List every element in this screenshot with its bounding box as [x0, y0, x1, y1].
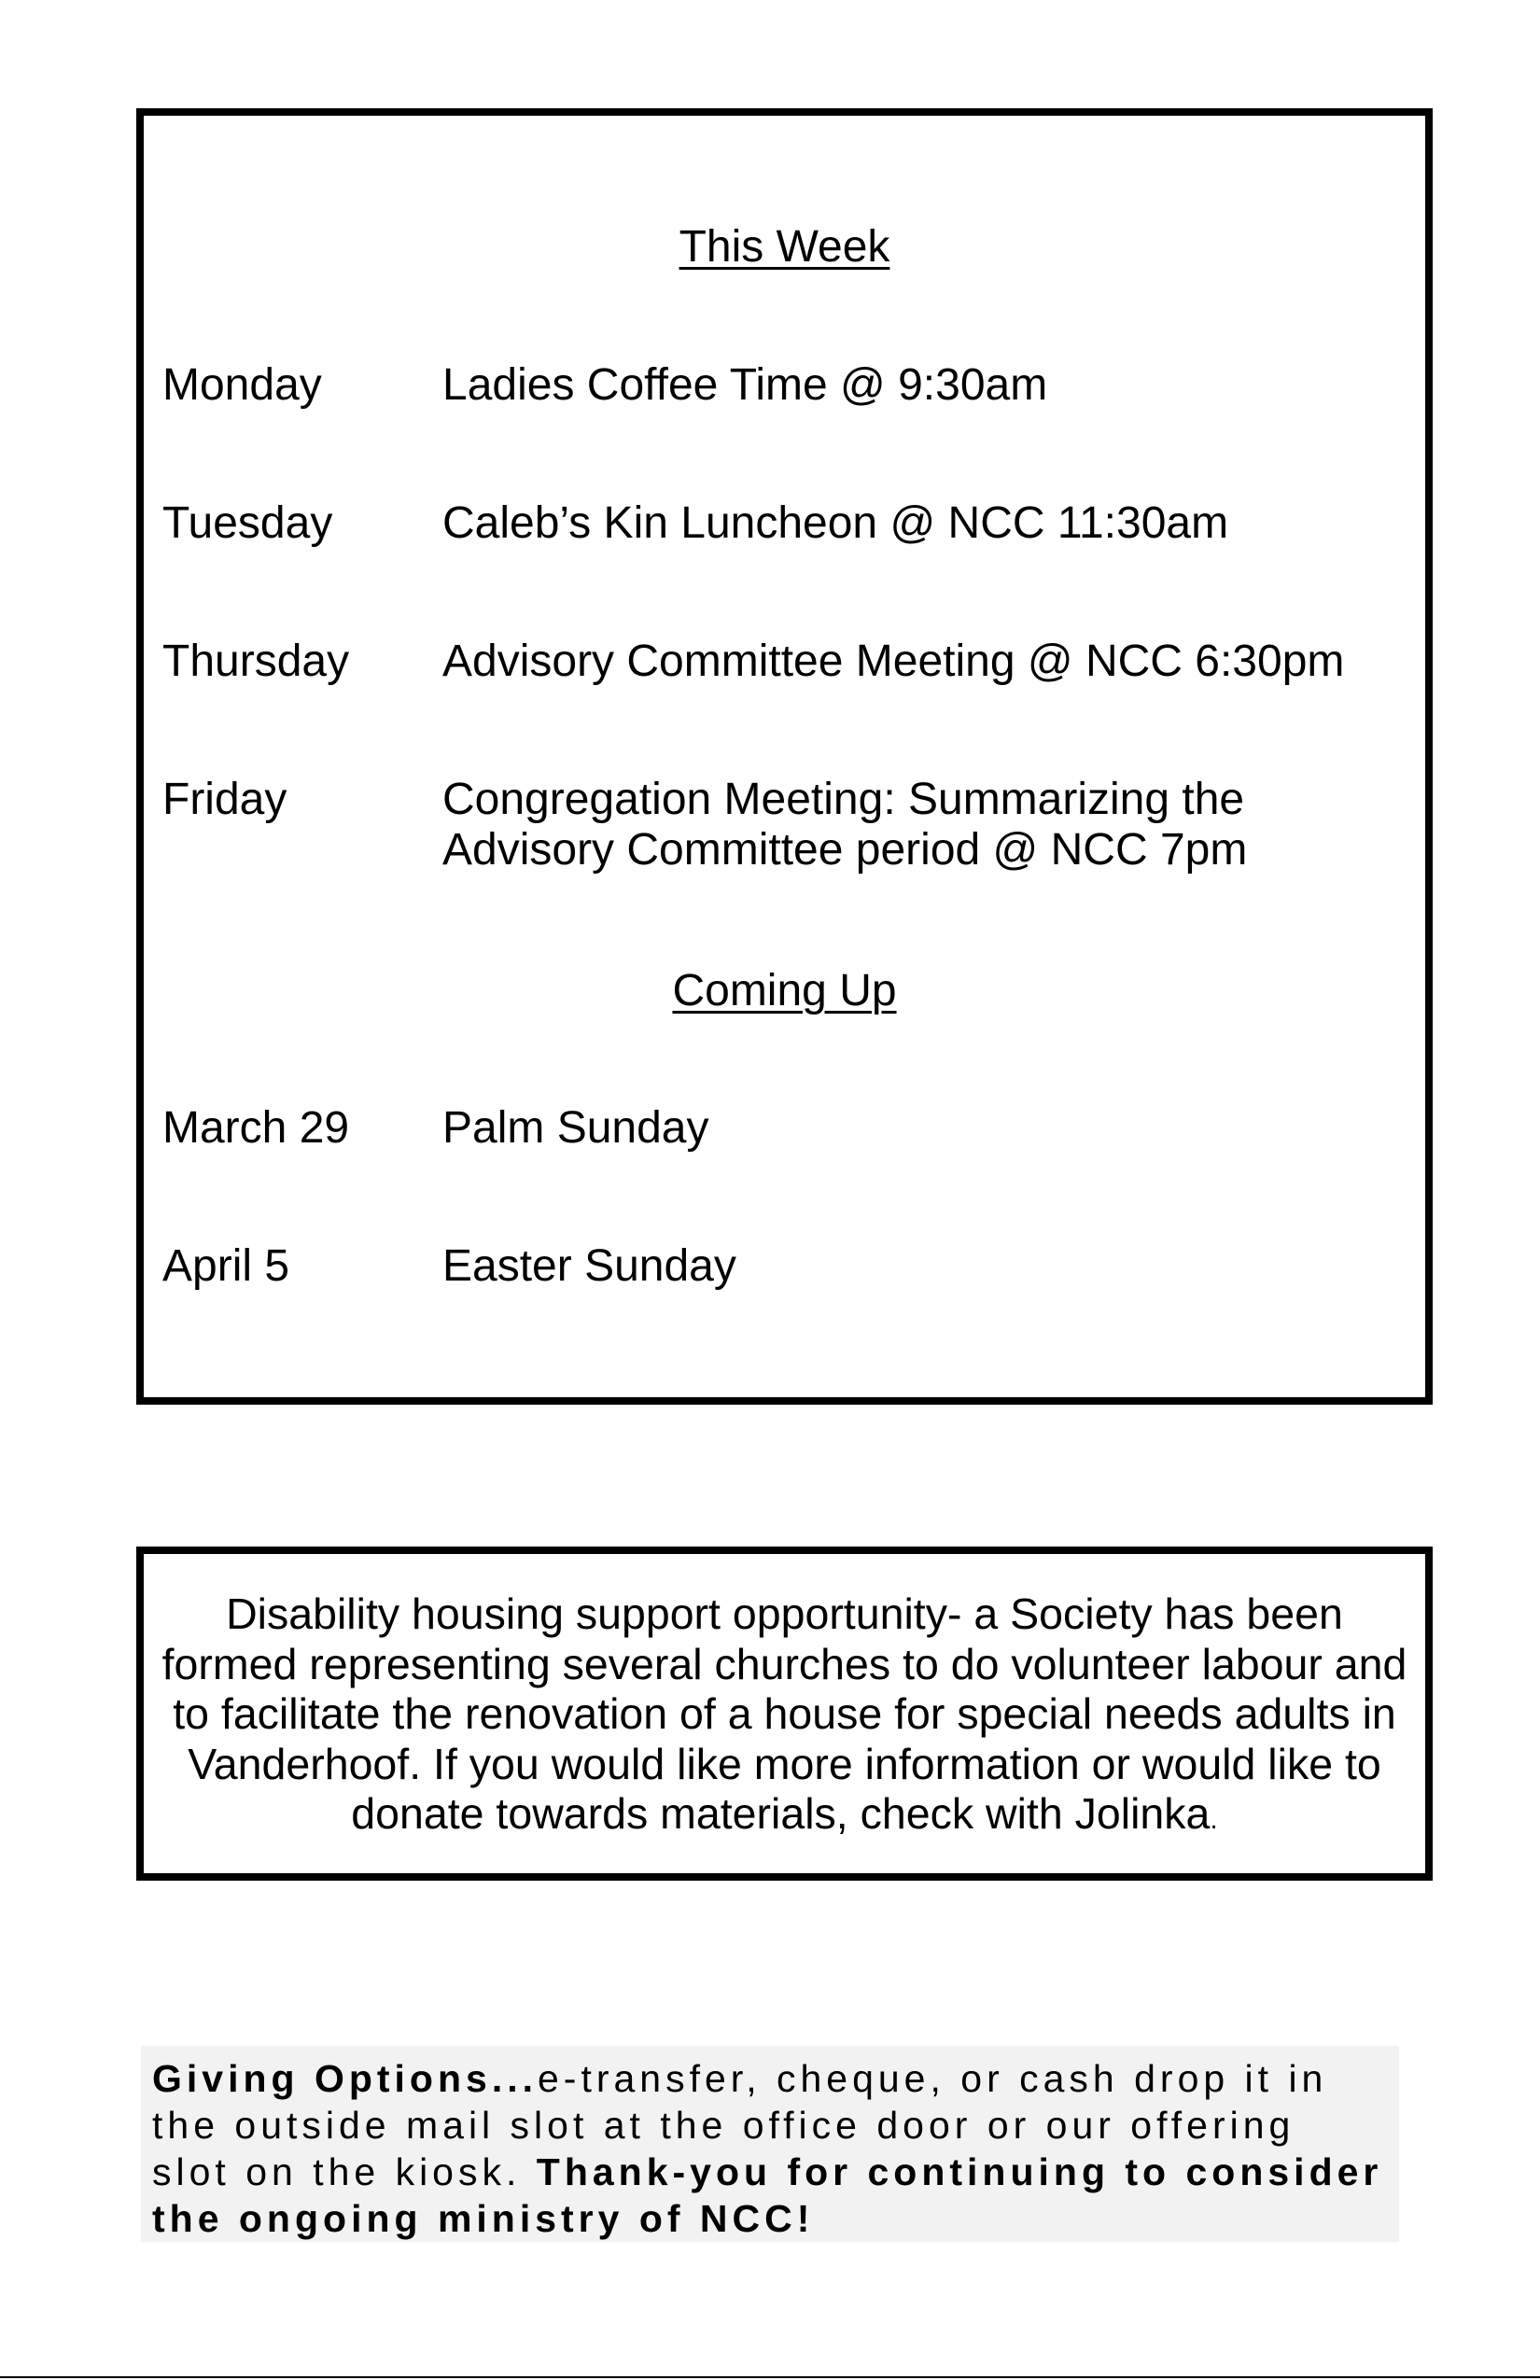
coming-up-heading-text: Coming Up [672, 966, 897, 1015]
this-week-heading [144, 221, 1425, 273]
notice-body: Disability housing support opportunity- a Society has been formed representing several churches to do volunteer labour and to facilitate the renovation of a house for special needs adults in Vanderhoof. If you would like more information or would like to donate towards materials, check with Jolinka [161, 1589, 1407, 1838]
giving-text [152, 2055, 1386, 2242]
coming-up-heading [144, 965, 1425, 1017]
disability-housing-notice [136, 1547, 1433, 1881]
event-day: Monday [162, 360, 322, 410]
event-description: Caleb’s Kin Luncheon @ NCC 11:30am [442, 498, 1229, 548]
event-description: Congregation Meeting: Summarizing the Advisory Committee period @ NCC 7pm [442, 775, 1248, 875]
this-week-heading-text: This Week [679, 222, 890, 272]
event-description: Easter Sunday [442, 1241, 736, 1291]
notice-trailing-period: . [1210, 1804, 1218, 1835]
schedule-box [136, 108, 1433, 1405]
event-day: Thursday [162, 637, 350, 686]
giving-options-box [141, 2046, 1399, 2242]
giving-body: e-transfer, cheque, or cash drop it in the outside mail slot at the office door or our offering slot on the kiosk. [152, 2057, 1328, 2193]
event-day: Tuesday [162, 498, 333, 548]
event-date: April 5 [162, 1241, 290, 1291]
giving-title: Giving Options... [152, 2057, 538, 2100]
bottom-rule [0, 2376, 1540, 2378]
event-description: Ladies Coffee Time @ 9:30am [442, 360, 1048, 410]
event-description: Palm Sunday [442, 1103, 709, 1153]
notice-text [153, 1589, 1416, 1845]
giving-closing: Thank-you for continuing to consider the ongoing ministry of NCC! [152, 2150, 1383, 2240]
event-day: Friday [162, 775, 287, 824]
event-date: March 29 [162, 1103, 350, 1153]
event-description: Advisory Committee Meeting @ NCC 6:30pm [442, 637, 1345, 686]
